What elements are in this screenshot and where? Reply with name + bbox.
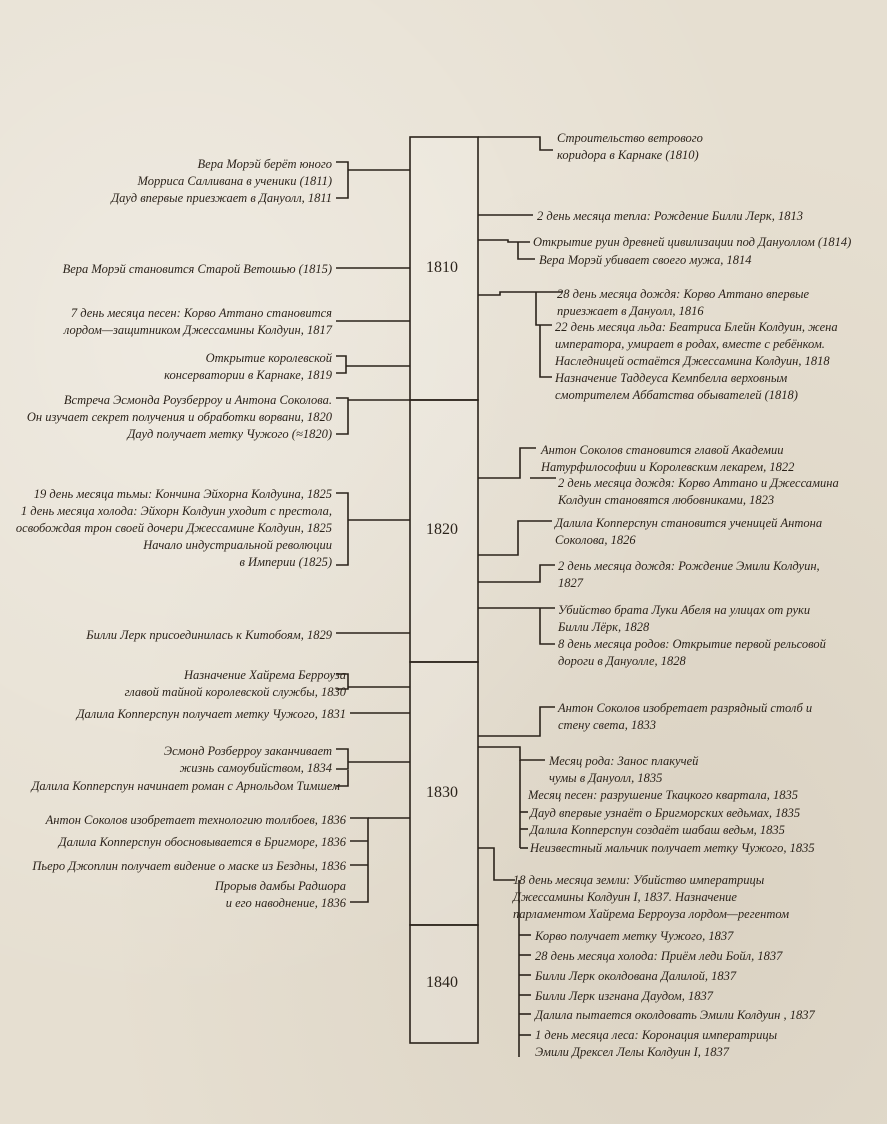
right-event-text: Антон Соколов изобретает разрядный столб и — [558, 701, 813, 715]
right-event-text: Эмили Дрексел Лелы Колдуин I, 1837 — [535, 1045, 730, 1059]
left-event-connector — [336, 356, 346, 373]
right-event-text: Наследницей остаётся Джессамина Колдуин, 1818 — [555, 354, 830, 368]
right-event-text: 2 день месяца дождя: Рождение Эмили Колдуин, — [558, 559, 820, 573]
left-event-text: Пьеро Джоплин получает видение о маске из Бездны, 1836 — [32, 859, 346, 873]
left-event-text: Назначение Хайрема Берроуза — [184, 668, 346, 682]
decade-label: 1840 — [426, 974, 458, 991]
right-event-text: Вера Морэй убивает своего мужа, 1814 — [539, 253, 752, 267]
left-event-text: Дауд получает метку Чужого (≈1820) — [127, 427, 332, 441]
left-event-text: Вера Морэй становится Старой Ветошью (1815) — [62, 262, 332, 276]
right-event-connector — [478, 747, 545, 760]
right-event-text: Колдуин становятся любовниками, 1823 — [558, 493, 775, 507]
left-event-text: лордом—защитником Джессамины Колдуин, 1817 — [63, 323, 332, 337]
right-event-text: Далила пытается околдовать Эмили Колдуин , 1837 — [535, 1008, 815, 1022]
right-event-text: смотрителем Аббатства обывателей (1818) — [555, 388, 798, 402]
left-event-text: 1 день месяца холода: Эйхорн Колдуин уходит с престола, — [20, 504, 332, 518]
left-event-connector — [336, 398, 348, 434]
right-event-connector — [478, 448, 536, 478]
right-event-text: Неизвестный мальчик получает метку Чужого, 1835 — [530, 841, 815, 855]
left-event-text: Он изучает секрет получения и обработки ворвани, 1820 — [26, 410, 332, 424]
left-event-connector — [336, 493, 348, 565]
left-event-text: Начало индустриальной революции — [143, 538, 332, 552]
right-event-text: Далила Копперспун становится ученицей Антона — [555, 516, 823, 530]
right-event-connector — [478, 707, 555, 736]
right-event-text: Дауд впервые узнаёт о Бригморских ведьмах, 1835 — [530, 806, 801, 820]
right-event-text: 2 день месяца дождя: Корво Аттано и Джессамина — [558, 476, 839, 490]
decade-label: 1820 — [426, 521, 458, 538]
left-event-text: Морриса Салливана в ученики (1811) — [137, 174, 332, 188]
right-event-text: 8 день месяца родов: Открытие первой рельсовой — [558, 637, 826, 651]
right-event-text: стену света, 1833 — [558, 718, 657, 732]
right-event-text: Строительство ветрового — [557, 131, 703, 145]
right-event-text: Джессамины Колдуин I, 1837. Назначение — [513, 890, 737, 904]
left-event-connector — [350, 818, 368, 902]
left-event-text: Прорыв дамбы Радшора — [214, 879, 346, 893]
left-event-connector — [336, 749, 348, 769]
left-event-text: Далила Копперспун начинает роман с Арнольдом Тимшем — [31, 779, 340, 793]
right-event-text: 2 день месяца тепла: Рождение Билли Лерк, 1813 — [537, 209, 804, 223]
right-event-text: Билли Лерк изгнана Даудом, 1837 — [535, 989, 714, 1003]
right-event-text: 28 день месяца холода: Приём леди Бойл, 1837 — [535, 949, 783, 963]
right-event-text: Билли Лерк околдована Далилой, 1837 — [535, 969, 737, 983]
left-event-text: 19 день месяца тьмы: Кончина Эйхорна Колдуина, 1825 — [33, 487, 332, 501]
left-event-text: и его наводнение, 1836 — [225, 896, 346, 910]
right-event-text: 1827 — [558, 576, 583, 590]
right-event-text: Соколова, 1826 — [555, 533, 636, 547]
right-event-text: 18 день месяца земли: Убийство императрицы — [513, 873, 765, 887]
left-event-text: Открытие королевской — [205, 351, 332, 365]
left-event-text: освобождая трон своей дочери Джессамине Колдуин, 1825 — [15, 521, 332, 535]
right-event-connector — [478, 565, 555, 582]
right-event-text: Натурфилософии и Королевским лекарем, 1822 — [541, 460, 795, 474]
left-event-text: 7 день месяца песен: Корво Аттано становится — [70, 306, 332, 320]
right-event-text: 1 день месяца леса: Коронация императрицы — [535, 1028, 778, 1042]
right-event-text: Антон Соколов становится главой Академии — [541, 443, 784, 457]
right-event-text: Месяц рода: Занос плакучей — [549, 754, 699, 768]
left-event-text: Вера Морэй берёт юного — [197, 157, 332, 171]
right-event-connector — [478, 240, 530, 242]
right-event-text: Открытие руин древней цивилизации под Дануоллом (1814) — [533, 235, 852, 249]
left-event-text: Далила Копперспун обосновывается в Бригморе, 1836 — [58, 835, 346, 849]
left-event-text: Дауд впервые приезжает в Дануолл, 1811 — [111, 191, 332, 205]
right-event-connector — [478, 137, 553, 150]
left-event-text: Антон Соколов изобретает технологию толлбоев, 1836 — [45, 813, 346, 827]
decade-label: 1810 — [426, 258, 458, 276]
right-event-connector — [540, 608, 555, 644]
right-event-connector — [478, 292, 562, 295]
right-event-connector — [536, 292, 552, 325]
right-event-text: коридора в Карнаке (1810) — [557, 148, 699, 162]
left-event-text: Далила Копперспун получает метку Чужого, 1831 — [76, 707, 346, 721]
left-event-text: в Империи (1825) — [239, 555, 332, 569]
left-event-text: консерватории в Карнаке, 1819 — [164, 368, 332, 382]
left-event-text: Встреча Эсмонда Роузберроу и Антона Соколова. — [63, 393, 332, 407]
right-event-text: 28 день месяца дождя: Корво Аттано впервые — [557, 287, 810, 301]
right-event-text: Убийство брата Луки Абеля на улицах от руки — [558, 603, 811, 617]
decade-label: 1830 — [426, 783, 458, 801]
left-event-text: главой тайной королевской службы, 1830 — [124, 685, 346, 699]
right-event-connector — [478, 848, 515, 880]
left-event-text: Билли Лерк присоединилась к Китобоям, 1829 — [86, 628, 332, 642]
right-event-text: 22 день месяца льда: Беатриса Блейн Колдуин, жена — [555, 320, 838, 334]
right-event-connector — [478, 521, 552, 555]
right-event-text: чумы в Дануолл, 1835 — [549, 771, 663, 785]
right-event-text: дороги в Дануолле, 1828 — [558, 654, 686, 668]
left-event-connector — [336, 162, 348, 198]
right-event-connector — [540, 325, 552, 377]
left-event-text: жизнь самоубийством, 1834 — [179, 761, 332, 775]
right-event-text: Далила Копперспун создаёт шабаш ведьм, 1835 — [530, 823, 785, 837]
right-event-text: Билли Лёрк, 1828 — [558, 620, 650, 634]
right-event-text: Месяц песен: разрушение Ткацкого квартала, 1835 — [528, 788, 798, 802]
right-event-text: парламентом Хайрема Берроуза лордом—регентом — [513, 907, 790, 921]
right-event-text: Назначение Таддеуса Кемпбелла верховным — [555, 371, 788, 385]
right-event-text: приезжает в Дануолл, 1816 — [557, 304, 704, 318]
right-event-text: Корво получает метку Чужого, 1837 — [535, 929, 734, 943]
right-event-text: императора, умирает в родах, вместе с ребёнком. — [555, 337, 825, 351]
left-event-text: Эсмонд Розберроу заканчивает — [163, 744, 332, 758]
